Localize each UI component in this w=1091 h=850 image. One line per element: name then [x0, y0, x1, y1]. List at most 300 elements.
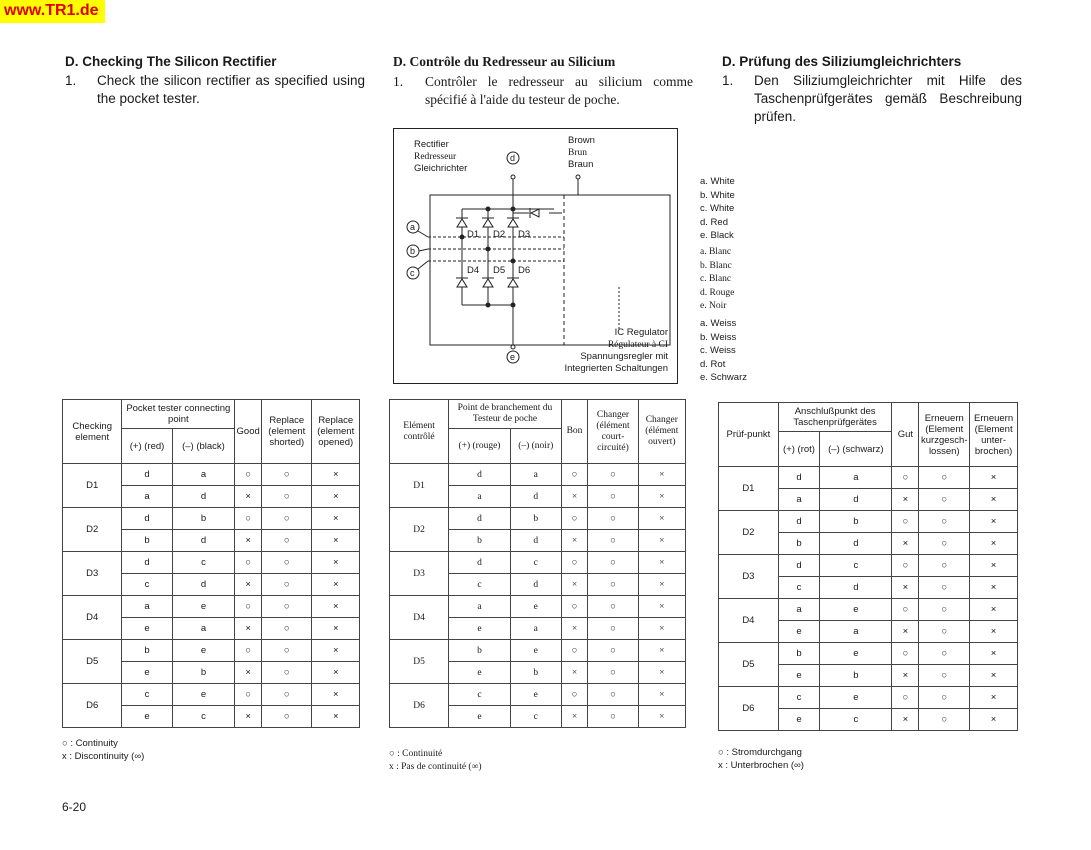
cell-plus: d [449, 508, 511, 530]
cell-minus: d [510, 530, 561, 552]
element-cell: D3 [719, 555, 779, 599]
cell-good: ○ [235, 508, 262, 530]
cell-open: × [970, 555, 1018, 577]
column-german [722, 54, 1022, 126]
regulator-label-de1: Spannungsregler mit [580, 351, 668, 362]
cell-short: ○ [588, 508, 638, 530]
rectifier-label-en: Rectifier [414, 139, 449, 150]
cell-minus: e [820, 643, 892, 665]
cell-plus: d [778, 555, 819, 577]
header-minus: (–) (noir) [510, 429, 561, 464]
cell-plus: d [778, 511, 819, 533]
cell-good: × [892, 489, 919, 511]
cell-open: × [312, 486, 360, 508]
table-row [390, 464, 686, 486]
cell-minus: e [172, 596, 235, 618]
element-cell: D6 [719, 687, 779, 731]
regulator-label-en: IC Regulator [614, 327, 668, 338]
cell-good: × [561, 530, 588, 552]
cell-good: ○ [892, 599, 919, 621]
header-connecting-point: Point de branchement du Testeur de poche [449, 400, 562, 429]
cell-minus: a [172, 618, 235, 640]
cell-minus: c [510, 552, 561, 574]
cell-good: × [561, 618, 588, 640]
cell-open: × [312, 552, 360, 574]
element-cell: D6 [63, 684, 122, 728]
cell-open: × [638, 464, 685, 486]
notes-en [62, 737, 144, 763]
cell-short: ○ [919, 533, 970, 555]
cell-minus: d [510, 574, 561, 596]
cell-short: ○ [919, 709, 970, 731]
cell-open: × [970, 489, 1018, 511]
cell-open: × [312, 662, 360, 684]
legend-en [700, 175, 735, 243]
element-cell: D4 [719, 599, 779, 643]
cell-minus: c [820, 555, 892, 577]
header-minus: (–) (schwarz) [820, 432, 892, 467]
cell-open: × [312, 596, 360, 618]
cell-short: ○ [588, 640, 638, 662]
element-cell: D4 [63, 596, 122, 640]
legend-item: a. Weiss [700, 318, 737, 329]
cell-plus: a [122, 486, 172, 508]
cell-short: ○ [588, 618, 638, 640]
legend-item: a. Blanc [700, 247, 732, 257]
cell-good: × [235, 530, 262, 552]
cell-open: × [312, 640, 360, 662]
note-continuity: ○ : Stromdurchgang [718, 747, 802, 758]
cell-open: × [312, 684, 360, 706]
cell-good: × [892, 621, 919, 643]
cell-open: × [312, 706, 360, 728]
table-row [63, 508, 360, 530]
element-cell: D5 [63, 640, 122, 684]
note-continuity: ○ : Continuité [389, 749, 443, 759]
page-number: 6-20 [62, 800, 87, 814]
cell-short: ○ [262, 530, 312, 552]
diode-label-d6: D6 [518, 265, 531, 276]
cell-short: ○ [919, 555, 970, 577]
cell-good: × [561, 574, 588, 596]
cell-minus: b [172, 508, 235, 530]
header-replace-shorted: Changer (élément court-circuité) [588, 400, 638, 464]
rectifier-label-de: Gleichrichter [414, 163, 468, 174]
table-row [719, 555, 1018, 577]
cell-open: × [970, 687, 1018, 709]
legend-item: c. Blanc [700, 274, 732, 284]
cell-minus: c [820, 709, 892, 731]
cell-plus: a [449, 486, 511, 508]
note-discontinuity: x : Pas de continuité (∞) [389, 762, 482, 772]
cell-good: × [892, 709, 919, 731]
cell-short: ○ [588, 552, 638, 574]
cell-open: × [970, 577, 1018, 599]
legend-item: c. Weiss [700, 345, 736, 356]
cell-plus: c [449, 574, 511, 596]
header-good: Good [235, 400, 262, 464]
header-plus: (+) (rot) [778, 432, 819, 467]
cell-plus: e [778, 665, 819, 687]
step-fr [393, 73, 693, 109]
cell-plus: e [449, 662, 511, 684]
cell-minus: d [820, 489, 892, 511]
brown-label-en: Brown [568, 135, 595, 146]
table-row [719, 467, 1018, 489]
table-row [719, 643, 1018, 665]
cell-short: ○ [262, 596, 312, 618]
cell-open: × [312, 574, 360, 596]
cell-plus: b [778, 533, 819, 555]
cell-minus: b [510, 662, 561, 684]
element-cell: D6 [390, 684, 449, 728]
brown-label-de: Braun [568, 159, 594, 170]
cell-open: × [638, 618, 685, 640]
legend-item: b. Weiss [700, 331, 737, 343]
cell-good: × [561, 662, 588, 684]
column-french [393, 54, 693, 109]
notes-de [718, 746, 804, 772]
header-replace-shorted: Erneuern (Element kurzgesch-lossen) [919, 403, 970, 467]
cell-short: ○ [262, 706, 312, 728]
cell-open: × [970, 665, 1018, 687]
legend-item: e. Black [700, 230, 734, 241]
step-text: Contrôler le redresseur au silicium comme spécifié à l'aide du testeur de poche. [425, 74, 693, 107]
cell-good: × [235, 706, 262, 728]
header-element: Checking element [63, 400, 122, 464]
cell-minus: d [172, 574, 235, 596]
cell-short: ○ [588, 596, 638, 618]
diode-label-d4: D4 [467, 265, 480, 276]
cell-good: ○ [235, 552, 262, 574]
cell-open: × [638, 640, 685, 662]
terminal-d: d [510, 153, 516, 163]
element-cell: D4 [390, 596, 449, 640]
header-plus: (+) (rouge) [449, 429, 511, 464]
table-row [719, 687, 1018, 709]
cell-plus: c [122, 574, 172, 596]
terminal-e: e [510, 352, 516, 362]
cell-plus: b [778, 643, 819, 665]
table-row [719, 511, 1018, 533]
cell-open: × [970, 599, 1018, 621]
cell-open: × [638, 508, 685, 530]
cell-short: ○ [262, 508, 312, 530]
header-replace-opened: Replace (element opened) [312, 400, 360, 464]
table-row [63, 552, 360, 574]
regulator-label-fr: Régulateur à CI [607, 340, 668, 350]
cell-plus: d [449, 464, 511, 486]
element-cell: D1 [390, 464, 449, 508]
cell-good: × [892, 577, 919, 599]
regulator-label-de2: Integrierten Schaltungen [564, 363, 668, 374]
cell-good: ○ [561, 640, 588, 662]
cell-short: ○ [919, 643, 970, 665]
cell-plus: e [122, 618, 172, 640]
table-row [390, 596, 686, 618]
cell-good: × [892, 533, 919, 555]
column-english [65, 54, 365, 108]
cell-short: ○ [588, 486, 638, 508]
header-replace-shorted: Replace (element shorted) [262, 400, 312, 464]
header-plus: (+) (red) [122, 429, 172, 464]
cell-minus: d [820, 577, 892, 599]
cell-short: ○ [262, 464, 312, 486]
note-discontinuity: x : Discontinuity (∞) [62, 751, 145, 762]
cell-good: × [561, 706, 588, 728]
table-row [390, 552, 686, 574]
cell-minus: b [510, 508, 561, 530]
element-cell: D2 [63, 508, 122, 552]
cell-good: ○ [892, 643, 919, 665]
cell-short: ○ [262, 662, 312, 684]
cell-good: ○ [561, 596, 588, 618]
header-connecting-point: Pocket tester connecting point [122, 400, 235, 429]
terminal-c: c [410, 268, 415, 278]
element-cell: D2 [719, 511, 779, 555]
cell-short: ○ [919, 467, 970, 489]
cell-short: ○ [262, 486, 312, 508]
heading-fr: D. Contrôle du Redresseur au Silicium [393, 54, 616, 69]
cell-plus: c [778, 687, 819, 709]
cell-good: ○ [561, 464, 588, 486]
table-row [390, 640, 686, 662]
cell-plus: d [122, 552, 172, 574]
cell-plus: b [122, 640, 172, 662]
step-number: 1. [722, 73, 734, 88]
legend-item: d. Red [700, 216, 728, 228]
cell-plus: e [122, 662, 172, 684]
diode-label-d5: D5 [493, 265, 506, 276]
element-cell: D1 [719, 467, 779, 511]
cell-plus: a [778, 599, 819, 621]
brown-label [568, 135, 595, 171]
step-en [65, 72, 365, 108]
table-row [390, 508, 686, 530]
legend-item: b. White [700, 189, 735, 201]
cell-short: ○ [588, 684, 638, 706]
heading-en: D. Checking The Silicon Rectifier [65, 54, 277, 69]
cell-short: ○ [919, 577, 970, 599]
legend-item: e. Noir [700, 301, 727, 311]
cell-minus: a [510, 464, 561, 486]
cell-good: ○ [235, 684, 262, 706]
table-row [63, 640, 360, 662]
header-good: Gut [892, 403, 919, 467]
cell-minus: d [172, 486, 235, 508]
cell-minus: e [172, 684, 235, 706]
heading-de: D. Prüfung des Siliziumgleichrichters [722, 54, 962, 69]
cell-open: × [638, 596, 685, 618]
cell-minus: e [510, 596, 561, 618]
note-continuity: ○ : Continuity [62, 738, 118, 749]
legend-de [700, 317, 747, 385]
cell-open: × [970, 533, 1018, 555]
diode-label-d3: D3 [518, 229, 531, 240]
table-row [63, 464, 360, 486]
cell-short: ○ [588, 574, 638, 596]
cell-short: ○ [919, 687, 970, 709]
cell-short: ○ [588, 464, 638, 486]
rectifier-diagram [393, 128, 678, 384]
cell-good: ○ [235, 640, 262, 662]
cell-minus: a [820, 467, 892, 489]
cell-good: ○ [892, 555, 919, 577]
cell-open: × [970, 621, 1018, 643]
cell-minus: c [172, 706, 235, 728]
cell-good: × [235, 618, 262, 640]
cell-minus: e [820, 599, 892, 621]
step-text: Den Siliziumgleichrichter mit Hilfe des Taschenprüfgerätes gemäß Beschreibung prüfen. [754, 73, 1022, 124]
cell-short: ○ [588, 706, 638, 728]
cell-minus: e [510, 684, 561, 706]
cell-short: ○ [919, 665, 970, 687]
table-row [390, 684, 686, 706]
cell-short: ○ [919, 489, 970, 511]
legend-item: c. White [700, 203, 735, 214]
header-minus: (–) (black) [172, 429, 235, 464]
step-number: 1. [65, 73, 77, 88]
cell-plus: a [122, 596, 172, 618]
cell-short: ○ [919, 599, 970, 621]
table-row [63, 596, 360, 618]
check-table-de [718, 402, 1018, 731]
step-number: 1. [393, 74, 404, 89]
table-row [719, 599, 1018, 621]
cell-good: ○ [235, 464, 262, 486]
element-cell: D3 [390, 552, 449, 596]
cell-good: ○ [235, 596, 262, 618]
cell-open: × [638, 552, 685, 574]
legend-item: e. Schwarz [700, 372, 747, 383]
cell-minus: d [820, 533, 892, 555]
cell-open: × [638, 662, 685, 684]
cell-good: ○ [892, 467, 919, 489]
cell-open: × [970, 643, 1018, 665]
element-cell: D5 [390, 640, 449, 684]
step-de [722, 72, 1022, 126]
cell-plus: e [122, 706, 172, 728]
cell-open: × [638, 486, 685, 508]
rectifier-label-fr: Redresseur [414, 152, 457, 162]
legend-item: a. White [700, 176, 735, 187]
cell-short: ○ [262, 552, 312, 574]
step-text: Check the silicon rectifier as specified using the pocket tester. [97, 73, 365, 106]
legend-item: d. Rot [700, 358, 726, 370]
cell-plus: d [122, 464, 172, 486]
brown-label-fr: Brun [568, 148, 587, 158]
cell-good: × [892, 665, 919, 687]
cell-open: × [312, 530, 360, 552]
table-row [63, 684, 360, 706]
element-cell: D2 [390, 508, 449, 552]
cell-plus: d [449, 552, 511, 574]
cell-plus: e [778, 709, 819, 731]
cell-good: × [235, 486, 262, 508]
header-replace-opened: Changer (élément ouvert) [638, 400, 685, 464]
note-discontinuity: x : Unterbrochen (∞) [718, 760, 804, 771]
element-cell: D1 [63, 464, 122, 508]
header-replace-opened: Erneuern (Element unter-brochen) [970, 403, 1018, 467]
cell-good: × [561, 486, 588, 508]
diode-label-d2: D2 [493, 229, 506, 240]
cell-minus: b [172, 662, 235, 684]
cell-plus: d [778, 467, 819, 489]
cell-good: ○ [561, 684, 588, 706]
cell-minus: c [172, 552, 235, 574]
check-table-fr [389, 399, 686, 728]
cell-minus: d [172, 530, 235, 552]
cell-open: × [970, 709, 1018, 731]
cell-short: ○ [262, 684, 312, 706]
cell-plus: e [449, 706, 511, 728]
cell-plus: b [449, 530, 511, 552]
cell-minus: b [820, 665, 892, 687]
legend-fr [700, 246, 734, 314]
cell-open: × [312, 464, 360, 486]
cell-good: ○ [892, 687, 919, 709]
cell-plus: c [449, 684, 511, 706]
terminal-b: b [410, 246, 416, 256]
notes-fr [389, 748, 482, 774]
cell-plus: b [122, 530, 172, 552]
cell-plus: a [778, 489, 819, 511]
element-cell: D3 [63, 552, 122, 596]
element-cell: D5 [719, 643, 779, 687]
cell-open: × [970, 467, 1018, 489]
cell-open: × [638, 574, 685, 596]
cell-minus: e [820, 687, 892, 709]
cell-minus: a [820, 621, 892, 643]
legend-item: b. Blanc [700, 260, 732, 271]
cell-plus: e [449, 618, 511, 640]
cell-open: × [970, 511, 1018, 533]
cell-good: ○ [561, 508, 588, 530]
cell-plus: d [122, 508, 172, 530]
header-element: Elément contrôlé [390, 400, 449, 464]
cell-minus: a [172, 464, 235, 486]
cell-good: ○ [892, 511, 919, 533]
cell-short: ○ [588, 530, 638, 552]
cell-short: ○ [262, 618, 312, 640]
cell-minus: c [510, 706, 561, 728]
cell-plus: e [778, 621, 819, 643]
cell-open: × [638, 530, 685, 552]
cell-good: ○ [561, 552, 588, 574]
cell-open: × [638, 684, 685, 706]
cell-plus: a [449, 596, 511, 618]
cell-open: × [638, 706, 685, 728]
cell-short: ○ [919, 511, 970, 533]
check-table-en [62, 399, 360, 728]
cell-minus: e [172, 640, 235, 662]
cell-short: ○ [588, 662, 638, 684]
header-element: Prüf-punkt [719, 403, 779, 467]
cell-open: × [312, 508, 360, 530]
cell-short: ○ [919, 621, 970, 643]
cell-minus: e [510, 640, 561, 662]
rectifier-label [414, 139, 467, 175]
cell-short: ○ [262, 640, 312, 662]
diode-label-d1: D1 [467, 229, 480, 240]
cell-minus: b [820, 511, 892, 533]
regulator-label [552, 327, 668, 375]
header-good: Bon [561, 400, 588, 464]
legend-item: d. Rouge [700, 287, 735, 298]
cell-short: ○ [262, 574, 312, 596]
cell-open: × [312, 618, 360, 640]
terminal-a: a [410, 222, 416, 232]
